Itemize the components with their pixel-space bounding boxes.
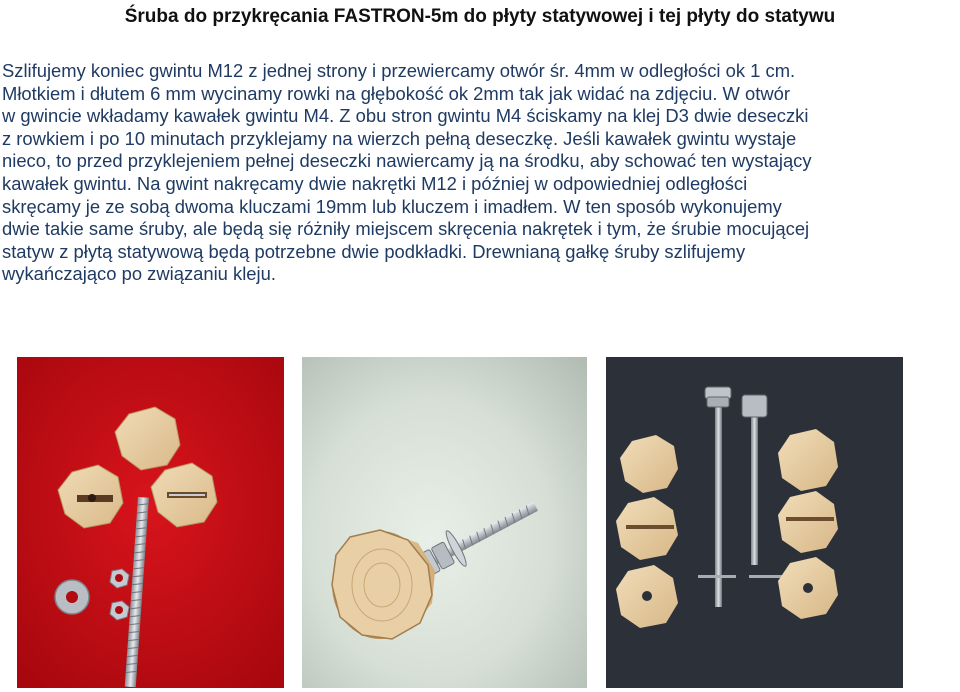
- text-line: Młotkiem i dłutem 6 mm wycinamy rowki na głębokość ok 2mm tak jak widać na zdjęciu. W otwór: [2, 82, 790, 104]
- page-title: Śruba do przykręcania FASTRON-5m do płyty statywowej i tej płyty do statywu: [124, 6, 836, 27]
- text-line: wykańczająco po związaniu kleju.: [2, 263, 276, 285]
- text-line: dwie takie same śruby, ale będą się różniły miejscem skręcenia nakrętek i tym, że śrubie mocującej: [2, 218, 810, 240]
- photo-parts-on-red-illustration: [17, 357, 284, 688]
- photo-two-screws-dark-illustration: [606, 357, 903, 688]
- text-line: skręcamy je ze sobą dwoma kluczami 19mm lub kluczem i imadłem. W ten sposób wykonujemy: [2, 195, 782, 217]
- photo-assembled-screw: [302, 357, 587, 688]
- photo-parts-on-red: [17, 357, 284, 688]
- photo-assembled-screw-illustration: [302, 357, 587, 688]
- text-line: kawałek gwintu. Na gwint nakręcamy dwie nakrętki M12 i później w odpowiedniej odległości: [2, 172, 748, 194]
- text-line: nieco, to przed przyklejeniem pełnej deseczki nawiercamy ją na środku, aby schować ten wystający: [2, 150, 812, 172]
- text-line: z rowkiem i po 10 minutach przyklejamy na wierzch pełną deseczkę. Jeśli kawałek gwintu wystaje: [2, 127, 797, 149]
- text-line: Szlifujemy koniec gwintu M12 z jednej strony i przewiercamy otwór śr. 4mm w odległości ok 1 cm.: [2, 60, 796, 81]
- instructions-text: [2, 60, 956, 286]
- photo-two-screws-dark: [606, 357, 903, 688]
- text-line: statyw z płytą statywową będą potrzebne dwie podkładki. Drewnianą gałkę śruby szlifujemy: [2, 240, 746, 262]
- text-line: w gwincie wkładamy kawałek gwintu M4. Z obu stron gwintu M4 ściskamy na klej D3 dwie deseczki: [2, 105, 809, 127]
